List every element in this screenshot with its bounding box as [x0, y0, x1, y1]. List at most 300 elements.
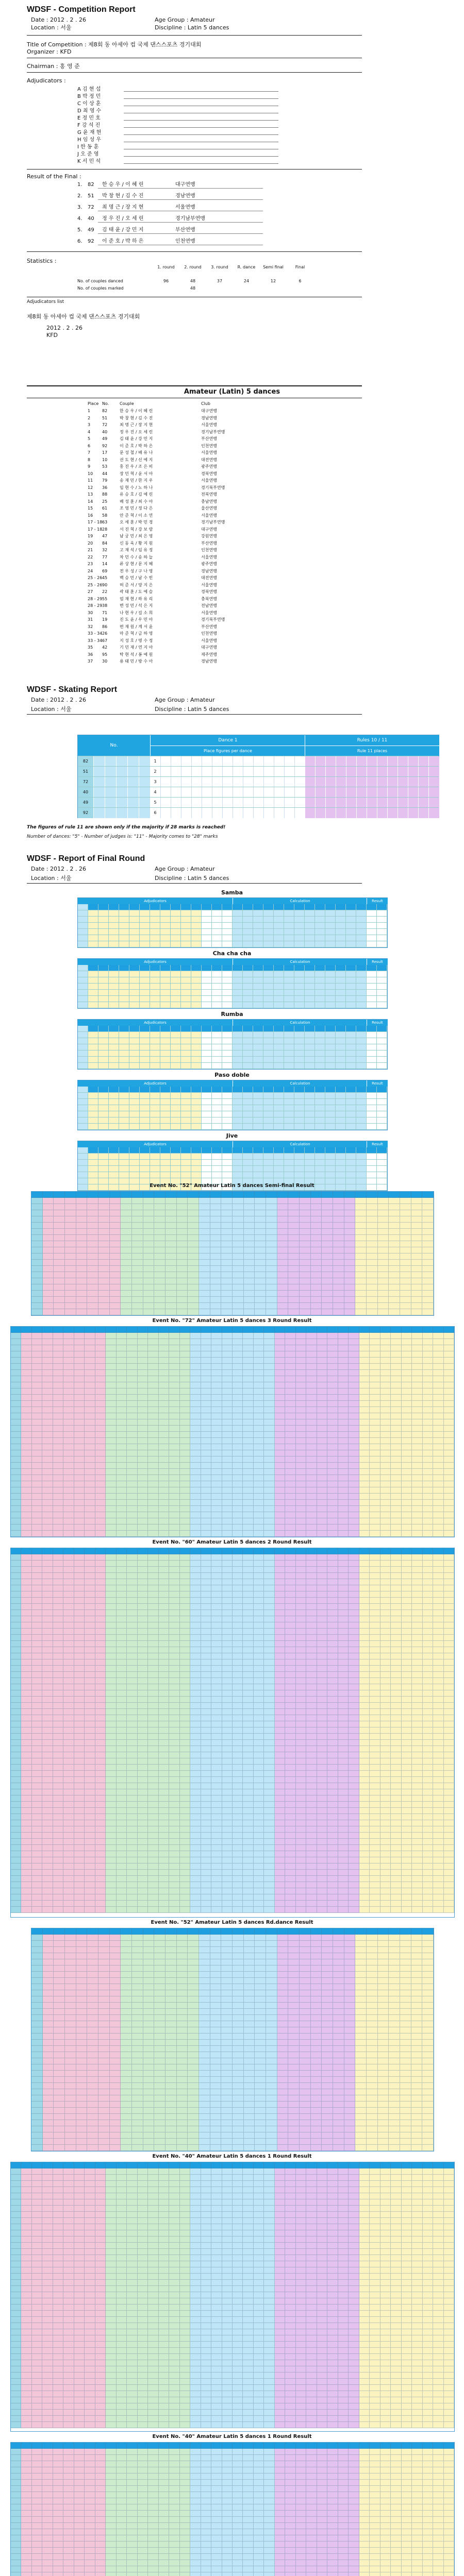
round-cell — [243, 1388, 253, 1395]
round-cell — [285, 1721, 295, 1727]
dance-cell — [88, 1147, 98, 1154]
round-cell — [138, 1407, 148, 1413]
round-cell — [199, 1229, 210, 1235]
round-cell — [423, 1598, 433, 1604]
dance-cell — [191, 1124, 202, 1130]
round-cell — [199, 1253, 210, 1260]
round-cell — [190, 1524, 201, 1531]
round-cell — [322, 1284, 333, 1291]
round-cell — [306, 1604, 317, 1610]
dance-cell — [160, 984, 171, 990]
round-cell — [349, 1401, 359, 1407]
round-cell — [43, 1278, 54, 1284]
round-cell — [31, 1297, 43, 1303]
round-cell — [275, 1475, 285, 1481]
round-cell — [422, 1235, 434, 1241]
round-cell — [74, 1382, 85, 1388]
round-cell — [54, 1192, 65, 1198]
round-cell — [296, 1358, 306, 1364]
final-club: 대구연맹 — [175, 182, 195, 188]
round-cell — [296, 1672, 306, 1678]
dance-cell — [150, 1038, 160, 1044]
round-cell — [201, 1554, 211, 1561]
round-cell — [275, 1376, 285, 1382]
round-cell — [423, 1438, 433, 1444]
round-cell — [275, 1610, 285, 1616]
round-cell — [402, 1506, 412, 1512]
round-cell — [402, 1709, 412, 1715]
round-cell — [311, 1247, 322, 1253]
round-cell — [159, 1327, 169, 1333]
round-cell — [306, 1364, 317, 1370]
dance-cell — [222, 935, 233, 941]
round-cell — [243, 1703, 253, 1709]
round-cell — [433, 1659, 443, 1666]
round-cell — [11, 1432, 21, 1438]
round-cell — [190, 1419, 201, 1426]
round-cell — [76, 1284, 88, 1291]
overall-cell: 대전연맹 — [201, 457, 217, 462]
round-cell — [180, 1444, 190, 1450]
round-cell — [76, 1247, 88, 1253]
round-cell — [148, 1401, 158, 1407]
round-cell — [412, 1469, 422, 1475]
round-cell — [190, 1339, 201, 1345]
round-cell — [254, 1703, 264, 1709]
round-cell — [169, 1659, 179, 1666]
dance-cell — [356, 1057, 367, 1063]
round-cell — [243, 1573, 253, 1579]
round-cell — [222, 1524, 233, 1531]
round-cell — [21, 1401, 31, 1407]
round-cell — [317, 1567, 327, 1573]
round-cell — [275, 1450, 285, 1456]
round-cell — [306, 1690, 317, 1697]
round-cell — [165, 1229, 177, 1235]
overall-row — [88, 471, 376, 478]
round-cell — [138, 1653, 148, 1659]
dance-cell — [222, 923, 233, 929]
round-cell — [412, 1364, 422, 1370]
round-cell — [85, 1500, 95, 1506]
skating-cell — [212, 787, 223, 798]
round-cell — [233, 1610, 243, 1616]
round-cell — [159, 1487, 169, 1494]
overall-cell: 곽 태 훈 / 도 예 슬 — [120, 589, 153, 594]
round-cell — [327, 1703, 338, 1709]
round-cell — [338, 1709, 349, 1715]
skating-cell — [294, 787, 305, 798]
round-cell — [233, 1351, 243, 1358]
round-cell — [85, 1388, 95, 1395]
round-cell — [159, 1432, 169, 1438]
round-cell — [138, 1506, 148, 1512]
round-cell — [127, 1358, 137, 1364]
round-cell — [32, 1401, 42, 1407]
round-cell — [31, 1198, 43, 1204]
round-cell — [433, 1481, 443, 1487]
round-cell — [76, 1309, 88, 1315]
round-cell — [412, 1512, 422, 1518]
round-cell — [233, 1223, 244, 1229]
skating-cell — [418, 756, 429, 767]
dance-cell — [356, 990, 367, 996]
round-cell — [275, 1554, 285, 1561]
round-cell — [243, 1351, 253, 1358]
round-cell — [211, 1531, 222, 1537]
skating-cell — [418, 777, 429, 787]
round-cell — [400, 1192, 411, 1198]
round-cell — [402, 1438, 412, 1444]
dance-cell — [119, 917, 129, 923]
round-cell — [169, 1506, 179, 1512]
dance-cell — [294, 1093, 305, 1099]
round-cell — [117, 1506, 127, 1512]
adjudicator-name: G 윤 재 현 — [77, 130, 102, 135]
dance-cell — [243, 1050, 253, 1057]
dance-cell — [325, 1117, 336, 1124]
round-cell — [98, 1247, 110, 1253]
dance-cell — [263, 1032, 274, 1038]
adjudicator-name: D 최 영 수 — [77, 108, 102, 114]
dance-cell — [325, 917, 336, 923]
round-cell — [370, 1653, 380, 1659]
round-cell — [400, 1260, 411, 1266]
round-cell — [254, 1407, 264, 1413]
dance-cell — [88, 977, 98, 984]
skating-cell — [263, 787, 274, 798]
dance-cell — [191, 1172, 202, 1178]
dance-block — [77, 1011, 387, 1069]
dance-cell — [233, 1124, 243, 1130]
round-cell — [306, 1382, 317, 1388]
overall-cell: 13 — [88, 492, 93, 497]
round-cell — [180, 1524, 190, 1531]
round-cell — [190, 1604, 201, 1610]
round-cell — [275, 1524, 285, 1531]
dance-cell — [243, 971, 253, 977]
overall-row — [88, 513, 376, 520]
round-cell — [21, 1351, 31, 1358]
round-cell — [42, 1548, 53, 1554]
round-cell — [296, 1721, 306, 1727]
round-cell — [95, 1709, 106, 1715]
round-cell — [233, 1395, 243, 1401]
dance-cell — [284, 1026, 294, 1032]
round-cell — [190, 1487, 201, 1494]
round-cell — [444, 1561, 454, 1567]
round-cell — [264, 1709, 274, 1715]
dance-cell — [294, 1154, 305, 1160]
round-cell — [264, 1591, 274, 1598]
round-cell — [254, 1419, 264, 1426]
round-cell — [54, 1260, 65, 1266]
round-cell — [210, 1291, 222, 1297]
adjudicator-row — [77, 150, 294, 158]
dance-grid — [77, 1080, 388, 1130]
round-cell — [264, 1666, 274, 1672]
round-cell — [412, 1475, 422, 1481]
round-cell — [11, 1487, 21, 1494]
round-cell — [355, 1192, 367, 1198]
round-cell — [275, 1345, 285, 1351]
round-cell — [42, 1327, 53, 1333]
adjudicator-row — [77, 86, 294, 93]
round-cell — [159, 1395, 169, 1401]
skating-cell — [367, 787, 377, 798]
round-cell — [106, 1622, 116, 1629]
round-cell — [169, 1591, 179, 1598]
report-discipline: Discipline : Latin 5 dances — [155, 24, 229, 31]
dance-cell — [274, 990, 284, 996]
underline — [124, 127, 278, 128]
skating-cell — [356, 787, 367, 798]
round-cell — [221, 1198, 233, 1204]
round-cell — [42, 1395, 53, 1401]
round-cell — [243, 1475, 253, 1481]
round-cell — [95, 1591, 106, 1598]
round-cell — [53, 1591, 63, 1598]
dance-cell — [274, 904, 284, 910]
dance-cell — [253, 1093, 263, 1099]
round-cell — [43, 1198, 54, 1204]
round-cell — [243, 1635, 253, 1641]
round-cell — [54, 1303, 65, 1309]
round-cell — [444, 1370, 454, 1376]
round-cell — [254, 1494, 264, 1500]
round-cell — [317, 1512, 327, 1518]
round-cell — [42, 1567, 53, 1573]
dance-cell — [243, 1099, 253, 1105]
round-cell — [349, 1345, 359, 1351]
skating-cell — [356, 767, 367, 777]
overall-row — [88, 415, 376, 422]
overall-cell: 기 민 재 / 연 지 아 — [120, 645, 153, 650]
overall-cell: 경남연맹 — [201, 568, 217, 573]
round-cell — [411, 1241, 423, 1247]
round-cell — [138, 1413, 148, 1419]
round-cell — [285, 1450, 295, 1456]
dance-cell — [346, 1154, 356, 1160]
dance-cell — [160, 1087, 171, 1093]
round-cell — [285, 1419, 295, 1426]
round-cell — [412, 1426, 422, 1432]
round-cell — [138, 1591, 148, 1598]
round-cell — [222, 1647, 233, 1653]
round-cell — [367, 1204, 378, 1210]
round-cell — [423, 1616, 433, 1622]
round-cell — [327, 1345, 338, 1351]
dance-cell — [150, 1160, 160, 1166]
round-cell — [117, 1426, 127, 1432]
round-cell — [389, 1303, 400, 1309]
round-cell — [306, 1432, 317, 1438]
dance-cell — [305, 1124, 315, 1130]
round-cell — [190, 1327, 201, 1333]
overall-cell: 인천연맹 — [201, 631, 217, 636]
round-cell — [306, 1419, 317, 1426]
round-cell — [106, 1333, 116, 1339]
round-cell — [127, 1573, 137, 1579]
round-cell — [391, 1684, 401, 1690]
round-cell — [370, 1407, 380, 1413]
round-cell — [275, 1548, 285, 1554]
round-cell — [42, 1481, 53, 1487]
round-cell — [233, 1333, 243, 1339]
round-cell — [444, 1684, 454, 1690]
round-cell — [42, 1364, 53, 1370]
round-cell — [285, 1715, 295, 1721]
dance-title: Samba — [221, 889, 243, 896]
round-cell — [389, 1216, 400, 1223]
dance-cell — [160, 910, 171, 917]
overall-cell: 대구연맹 — [201, 645, 217, 650]
round-cell — [85, 1370, 95, 1376]
round-cell — [106, 1494, 116, 1500]
round-cell — [275, 1604, 285, 1610]
round-cell — [359, 1684, 370, 1690]
stats-row — [77, 285, 366, 293]
round-cell — [165, 1216, 177, 1223]
round-cell — [106, 1345, 116, 1351]
round-cell — [355, 1303, 367, 1309]
round-cell — [117, 1475, 127, 1481]
round-cell — [412, 1494, 422, 1500]
round-cell — [53, 1463, 63, 1469]
round-cell — [285, 1635, 295, 1641]
overall-row — [88, 450, 376, 457]
dance-cell — [336, 1093, 346, 1099]
final-couple: 한 승 우 / 이 혜 린 — [102, 182, 144, 188]
dance-cell — [243, 1172, 253, 1178]
round-cell — [110, 1272, 121, 1278]
round-cell — [201, 1690, 211, 1697]
skating-cell — [116, 808, 128, 818]
round-cell — [306, 1481, 317, 1487]
round-cell — [370, 1659, 380, 1666]
round-cell — [11, 1721, 21, 1727]
round-cell — [201, 1524, 211, 1531]
dance-cell — [315, 904, 325, 910]
round-cell — [233, 1697, 243, 1703]
dance-cell — [119, 935, 129, 941]
round-cell — [65, 1223, 76, 1229]
round-cell — [285, 1703, 295, 1709]
dance-cell — [356, 984, 367, 990]
round-cell — [333, 1253, 344, 1260]
round-cell — [433, 1438, 443, 1444]
round-cell — [411, 1278, 423, 1284]
round-cell — [380, 1659, 391, 1666]
round-cell — [63, 1370, 74, 1376]
round-cell — [355, 1210, 367, 1216]
round-cell — [264, 1376, 274, 1382]
round-cell — [42, 1444, 53, 1450]
round-cell — [296, 1382, 306, 1388]
adjudicator-name: F 강 석 진 — [77, 123, 101, 128]
round-cell — [43, 1192, 54, 1198]
dance-cell — [305, 1026, 315, 1032]
round-cell — [296, 1678, 306, 1684]
round-cell — [243, 1506, 253, 1512]
round-cell — [412, 1419, 422, 1426]
round-cell — [148, 1641, 158, 1647]
round-cell — [433, 1703, 443, 1709]
dance-cell — [191, 1093, 202, 1099]
round-cell — [117, 1438, 127, 1444]
skating-cell — [127, 767, 139, 777]
round-cell — [355, 1241, 367, 1247]
skating-row — [78, 797, 439, 808]
round-cell — [221, 1235, 233, 1241]
dance-cell — [140, 1124, 150, 1130]
round-cell — [411, 1266, 423, 1272]
round-cell — [344, 1198, 356, 1204]
round-cell — [275, 1715, 285, 1721]
dance-cell — [356, 1002, 367, 1008]
round-cell — [43, 1291, 54, 1297]
round-cell — [264, 1622, 274, 1629]
round-cell — [264, 1524, 274, 1531]
round-cell — [74, 1419, 85, 1426]
dance-cell — [129, 1105, 140, 1111]
dance-cell — [191, 1026, 202, 1032]
round-cell — [74, 1500, 85, 1506]
round-cell — [138, 1432, 148, 1438]
dance-cell — [171, 1026, 181, 1032]
round-cell — [138, 1426, 148, 1432]
round-cell — [106, 1653, 116, 1659]
round-cell — [138, 1531, 148, 1537]
round-cell — [275, 1690, 285, 1697]
dance-cell — [346, 965, 356, 971]
round-cell — [76, 1229, 88, 1235]
round-cell — [11, 1395, 21, 1401]
round-cell — [148, 1450, 158, 1456]
round-cell — [138, 1351, 148, 1358]
skating-cell — [418, 787, 429, 798]
dance-cell — [181, 971, 191, 977]
dance-cell — [78, 1057, 88, 1063]
overall-cell: 2 — [88, 415, 91, 420]
dance-cell — [346, 910, 356, 917]
overall-row — [88, 519, 376, 527]
round-cell — [117, 1395, 127, 1401]
round-cell — [264, 1438, 274, 1444]
round-cell — [106, 1382, 116, 1388]
round-cell — [285, 1382, 295, 1388]
round-cell — [159, 1494, 169, 1500]
dance-cell — [233, 990, 243, 996]
dance-cell — [109, 1032, 119, 1038]
dance-cell — [129, 917, 140, 923]
round-cell — [127, 1591, 137, 1598]
round-cell — [74, 1450, 85, 1456]
round-cell — [211, 1364, 222, 1370]
dance-cell — [119, 929, 129, 935]
round-cell — [21, 1456, 31, 1463]
round-cell — [433, 1524, 443, 1531]
overall-row — [88, 658, 376, 666]
dance-cell — [150, 1026, 160, 1032]
round-cell — [349, 1506, 359, 1512]
round-cell — [338, 1524, 349, 1531]
round-cell — [296, 1339, 306, 1345]
round-cell — [233, 1709, 243, 1715]
round-cell — [95, 1376, 106, 1382]
round-cell — [63, 1554, 74, 1561]
round-cell — [412, 1370, 422, 1376]
